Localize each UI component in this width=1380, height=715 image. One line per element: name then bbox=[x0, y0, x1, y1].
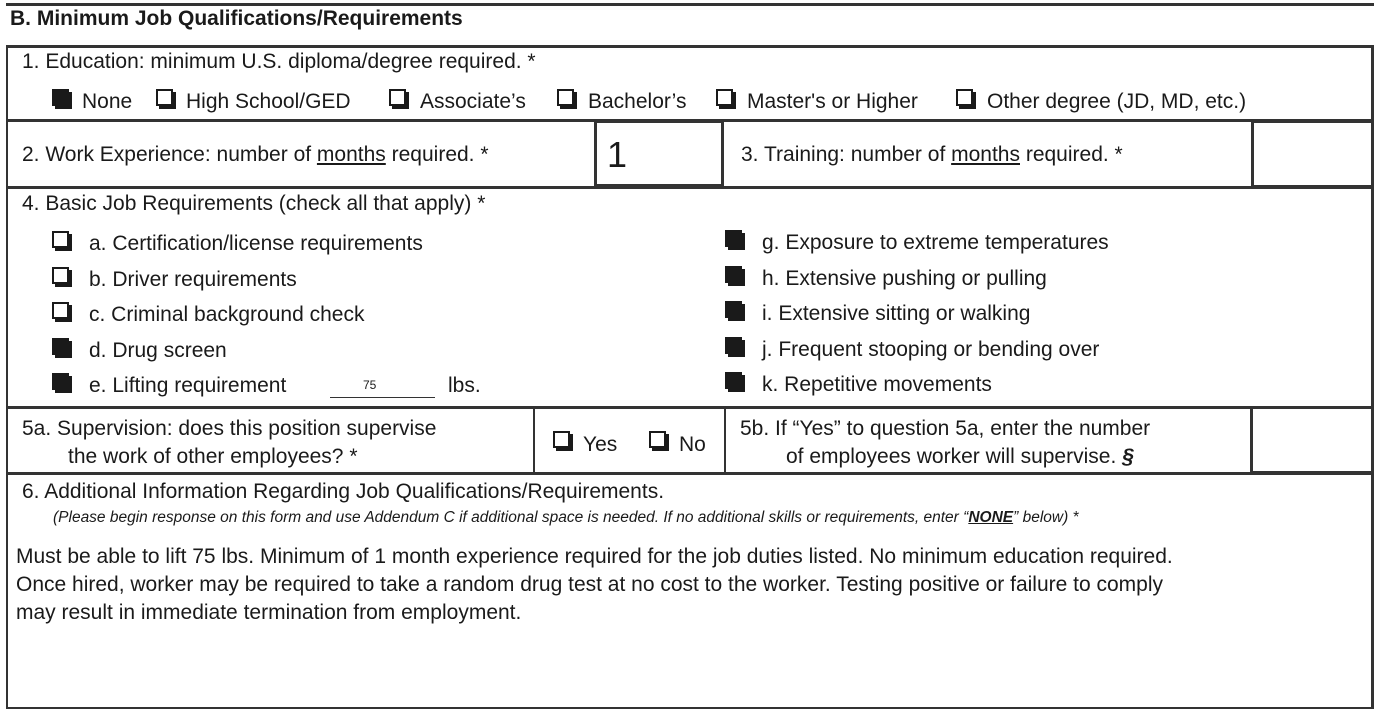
supervise-count-field[interactable] bbox=[1250, 406, 1374, 474]
row-divider-2 bbox=[6, 186, 1374, 189]
req-criminal-check-checkbox[interactable] bbox=[52, 302, 71, 321]
req-repetitive-checkbox[interactable] bbox=[725, 372, 744, 391]
education-associates-label: Associate’s bbox=[420, 90, 526, 113]
req-repetitive-label: k. Repetitive movements bbox=[762, 373, 992, 396]
q6-note-suffix: ” below) * bbox=[1013, 509, 1079, 526]
q2-suffix: required. * bbox=[385, 143, 489, 166]
lifting-field[interactable] bbox=[330, 374, 435, 398]
req-lifting-checkbox[interactable] bbox=[52, 373, 71, 392]
additional-info-textarea[interactable] bbox=[16, 543, 1366, 703]
frame-bottom bbox=[6, 707, 1374, 709]
req-drug-screen-checkbox[interactable] bbox=[52, 338, 71, 357]
row-divider-4 bbox=[6, 472, 1374, 475]
req-sitting-walking-checkbox[interactable] bbox=[725, 301, 744, 320]
education-associates-checkbox[interactable] bbox=[389, 89, 408, 108]
education-masters-label: Master's or Higher bbox=[747, 90, 918, 113]
req-stooping-bending-label: j. Frequent stooping or bending over bbox=[762, 338, 1100, 361]
row-divider-3 bbox=[6, 406, 1374, 409]
q6-note bbox=[53, 508, 1079, 528]
education-high-school-checkbox[interactable] bbox=[156, 89, 175, 108]
q3-label bbox=[741, 142, 1123, 168]
section-title: B. Minimum Job Qualifications/Requirements bbox=[10, 7, 463, 30]
req-lifting-label: e. Lifting requirement bbox=[89, 374, 287, 397]
q2-prefix: 2. Work Experience: number of bbox=[22, 143, 317, 166]
frame-top bbox=[6, 45, 1374, 48]
q1-label: 1. Education: minimum U.S. diploma/degree required. * bbox=[22, 50, 536, 73]
req-drug-screen-label: d. Drug screen bbox=[89, 339, 227, 362]
supervise-yes-checkbox[interactable] bbox=[553, 431, 572, 450]
work-experience-field[interactable] bbox=[594, 120, 724, 187]
education-high-school-label: High School/GED bbox=[186, 90, 351, 113]
req-stooping-bending-checkbox[interactable] bbox=[725, 337, 744, 356]
req-driver-label: b. Driver requirements bbox=[89, 268, 297, 291]
req-criminal-check-label: c. Criminal background check bbox=[89, 303, 365, 326]
education-bachelors-label: Bachelor’s bbox=[588, 90, 687, 113]
req-certification-checkbox[interactable] bbox=[52, 231, 71, 250]
q5b-line2-text: of employees worker will supervise. bbox=[786, 445, 1117, 468]
q3-months: months bbox=[951, 143, 1020, 166]
supervise-no-label: No bbox=[679, 433, 706, 456]
q3-prefix: 3. Training: number of bbox=[741, 143, 952, 166]
req-pushing-pulling-label: h. Extensive pushing or pulling bbox=[762, 267, 1047, 290]
supervise-yes-label: Yes bbox=[583, 433, 618, 456]
req-pushing-pulling-checkbox[interactable] bbox=[725, 266, 744, 285]
education-bachelors-checkbox[interactable] bbox=[557, 89, 576, 108]
response-line-3: may result in immediate termination from employment. bbox=[16, 601, 522, 624]
education-other-degree-label: Other degree (JD, MD, etc.) bbox=[987, 90, 1247, 113]
req-driver-checkbox[interactable] bbox=[52, 267, 71, 286]
response-line-1: Must be able to lift 75 lbs. Minimum of 1 month experience required for the job duties listed. No minimum education required. bbox=[16, 545, 1173, 568]
education-masters-checkbox[interactable] bbox=[716, 89, 735, 108]
section-symbol: § bbox=[1122, 445, 1134, 468]
education-none-label: None bbox=[82, 90, 133, 113]
frame-left bbox=[6, 45, 8, 709]
lifting-value: 75 bbox=[363, 378, 377, 392]
supervise-no-checkbox[interactable] bbox=[649, 431, 668, 450]
education-other-degree-checkbox[interactable] bbox=[956, 89, 975, 108]
q5a-divider bbox=[533, 407, 535, 473]
lifting-unit: lbs. bbox=[448, 374, 481, 397]
q6-note-prefix: (Please begin response on this form and use Addendum C if additional space is needed. If no additional skills or requirements, enter “ bbox=[53, 509, 969, 526]
req-extreme-temps-label: g. Exposure to extreme temperatures bbox=[762, 231, 1109, 254]
q3-suffix: required. * bbox=[1020, 143, 1123, 166]
q2-months: months bbox=[316, 143, 386, 166]
q6-note-none: NONE bbox=[968, 509, 1014, 526]
response-line-2: Once hired, worker may be required to take a random drug test at no cost to the worker. Testing positive or failure to comply bbox=[16, 573, 1164, 596]
q5a-line2: the work of other employees? * bbox=[68, 445, 358, 468]
q4-label: 4. Basic Job Requirements (check all that apply) * bbox=[22, 192, 486, 215]
q5b-divider bbox=[724, 407, 726, 473]
q6-label: 6. Additional Information Regarding Job Qualifications/Requirements. bbox=[22, 480, 665, 503]
req-sitting-walking-label: i. Extensive sitting or walking bbox=[762, 302, 1031, 325]
req-extreme-temps-checkbox[interactable] bbox=[725, 230, 744, 249]
work-experience-value: 1 bbox=[607, 134, 628, 175]
q5b-line1: 5b. If “Yes” to question 5a, enter the number bbox=[740, 417, 1151, 440]
q5a-line1: 5a. Supervision: does this position supervise bbox=[22, 417, 437, 440]
education-none-checkbox[interactable] bbox=[52, 89, 71, 108]
q5b-line2 bbox=[786, 444, 1134, 470]
req-certification-label: a. Certification/license requirements bbox=[89, 232, 423, 255]
q2-label bbox=[22, 142, 489, 168]
training-field[interactable] bbox=[1251, 120, 1374, 188]
